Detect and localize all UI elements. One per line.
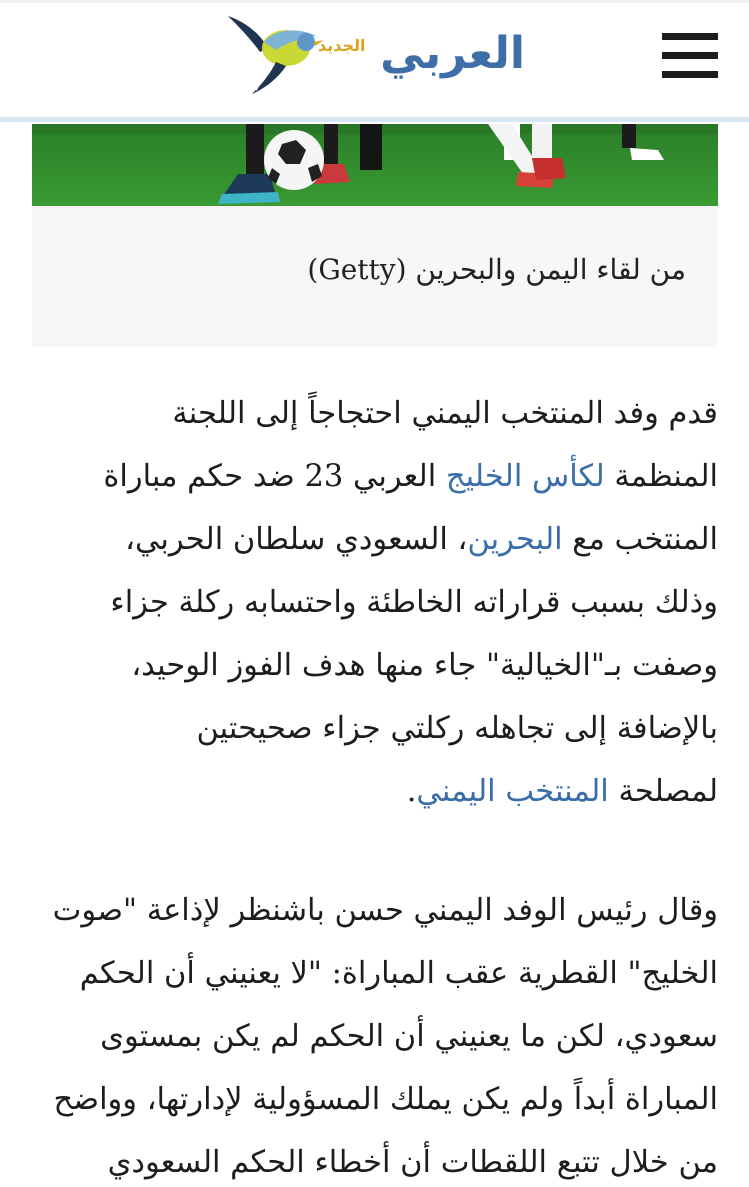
paragraph-line: وذلك بسبب قراراته الخاطئة واحتسابه ركلة جزاء <box>110 585 718 620</box>
line-text: العربي 23 ضد حكم مباراة <box>103 459 446 494</box>
image-caption: من لقاء اليمن والبحرين (Getty) <box>307 253 686 286</box>
site-header <box>0 0 749 122</box>
paragraph-line: وصفت بـ"الخيالية" جاء منها هدف الفوز الوحيد، <box>131 648 718 683</box>
paragraph-line: الخليج" القطرية عقب المباراة: "لا يعنيني أن الحكم <box>79 956 718 991</box>
line-text: المنتخب مع <box>562 522 718 557</box>
paragraph-line: من خلال تتبع اللقطات أن أخطاء الحكم السعودي <box>107 1145 718 1180</box>
line-text: ، السعودي سلطان الحربي، <box>125 522 468 557</box>
paragraph-line: المباراة أبداً ولم يكن يملك المسؤولية لإدارتها، وواضح <box>53 1082 718 1117</box>
bahrain-link[interactable]: البحرين <box>467 522 563 557</box>
paragraph-line: سعودي، لكن ما يعنيني أن الحكم لم يكن بمستوى <box>100 1019 718 1054</box>
paragraph-line <box>32 760 718 823</box>
logo-text: العربي <box>380 28 525 79</box>
article-paragraph-1 <box>32 382 718 823</box>
menu-bar <box>662 71 718 78</box>
article-paragraph-2 <box>32 879 718 1187</box>
bird-logo-icon <box>226 12 326 102</box>
paragraph-line <box>32 508 718 571</box>
menu-bar <box>662 52 718 59</box>
paragraph-line: وقال رئيس الوفد اليمني حسن باشنظر لإذاعة "صوت <box>52 893 718 928</box>
paragraph-line: بالإضافة إلى تجاهله ركلتي جزاء صحيحتين <box>196 711 718 746</box>
hamburger-menu-icon[interactable] <box>662 33 718 79</box>
image-caption-box <box>32 206 718 347</box>
logo-subtext: الجديد <box>318 36 366 55</box>
paragraph-line <box>32 445 718 508</box>
site-logo[interactable] <box>226 12 531 102</box>
gulf-cup-link[interactable]: لكأس الخليج <box>445 459 605 494</box>
header-top-line <box>0 0 749 3</box>
yemen-team-link[interactable]: المنتخب اليمني <box>416 774 609 809</box>
menu-bar <box>662 33 718 40</box>
line-text: لمصلحة <box>608 774 718 809</box>
line-text: . <box>406 774 417 809</box>
line-text: المنظمة <box>604 459 718 494</box>
article-photo <box>32 124 718 206</box>
football-match-image <box>32 124 718 206</box>
paragraph-line: قدم وفد المنتخب اليمني احتجاجاً إلى اللجنة <box>172 396 718 431</box>
